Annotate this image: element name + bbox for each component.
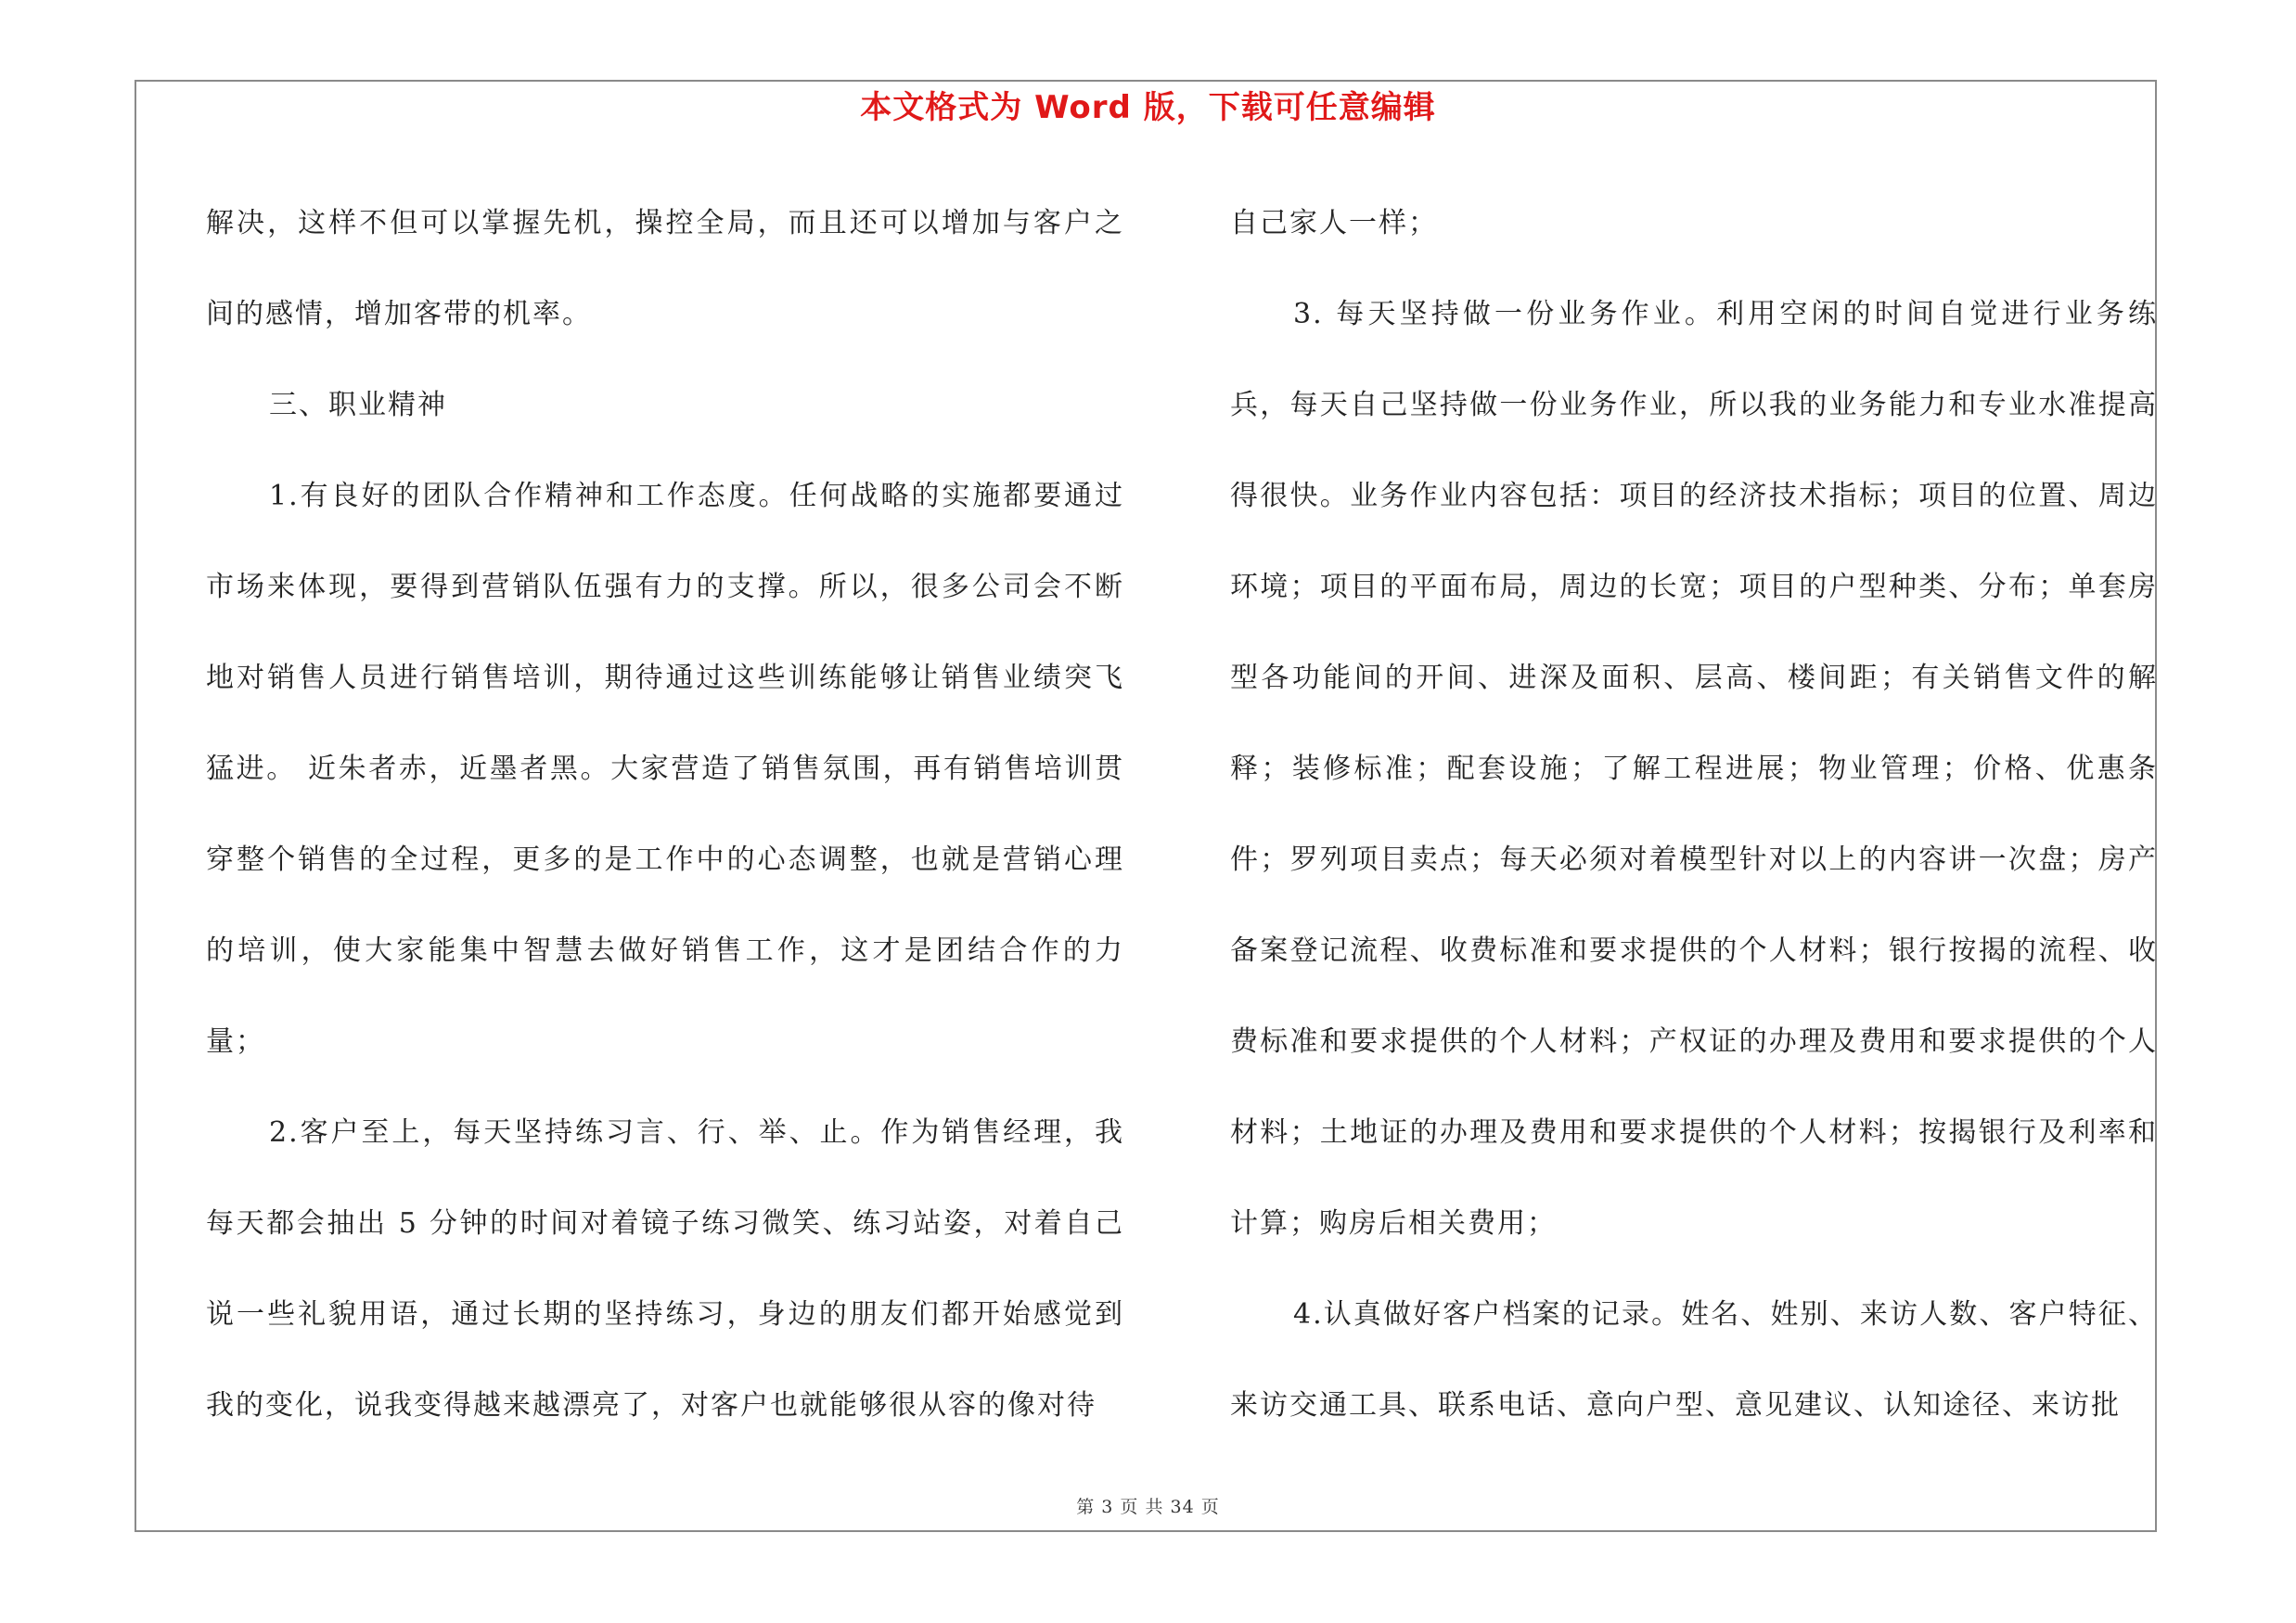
paragraph: 自己家人一样；	[1230, 207, 1438, 239]
left-column	[206, 178, 1124, 1451]
right-column	[1230, 178, 2158, 1451]
header-banner: 本文格式为 Word 版，下载可任意编辑	[860, 89, 1436, 126]
paragraph: 4.认真做好客户档案的记录。姓名、姓别、来访人数、客户特征、来访交通工具、联系电话、意向户型、意见建议、认知途径、来访批	[1230, 1298, 2158, 1422]
page-number-footer: 第 3 页 共 34 页	[1076, 1497, 1220, 1517]
paragraph: 1.有良好的团队合作精神和工作态度。任何战略的实施都要通过市场来体现，要得到营销队伍强有力的支撑。所以，很多公司会不断地对销售人员进行销售培训，期待通过这些训练能够让销售业绩突飞猛进。 近朱者赤，近墨者黑。大家营造了销售氛围，再有销售培训贯穿整个销售的全过程，更多的是工作中的心态调整，也就是营销心理的培训，使大家能集中智慧去做好销售工作，这才是团结合作的力量；	[206, 480, 1124, 1058]
paragraph: 2.客户至上，每天坚持练习言、行、举、止。作为销售经理，我每天都会抽出 5 分钟的时间对着镜子练习微笑、练习站姿，对着自己说一些礼貌用语，通过长期的坚持练习，身边的朋友们都开始感觉到我的变化，说我变得越来越漂亮了，对客户也就能够很从容的像对待	[206, 1116, 1124, 1422]
paragraph: 3. 每天坚持做一份业务作业。利用空闲的时间自觉进行业务练兵，每天自己坚持做一份业务作业，所以我的业务能力和专业水准提高得很快。业务作业内容包括：项目的经济技术指标；项目的位置、周边环境；项目的平面布局，周边的长宽；项目的户型种类、分布；单套房型各功能间的开间、进深及面积、层高、楼间距；有关销售文件的解释；装修标准；配套设施；了解工程进展；物业管理；价格、优惠条件；罗列项目卖点；每天必须对着模型针对以上的内容讲一次盘；房产备案登记流程、收费标准和要求提供的个人材料；银行按揭的流程、收费标准和要求提供的个人材料；产权证的办理及费用和要求提供的个人材料；土地证的办理及费用和要求提供的个人材料；按揭银行及利率和计算；购房后相关费用；	[1230, 298, 2158, 1240]
section-heading: 三、职业精神	[269, 389, 447, 421]
paragraph: 解决，这样不但可以掌握先机，操控全局，而且还可以增加与客户之间的感情，增加客带的机率。	[206, 207, 1124, 330]
